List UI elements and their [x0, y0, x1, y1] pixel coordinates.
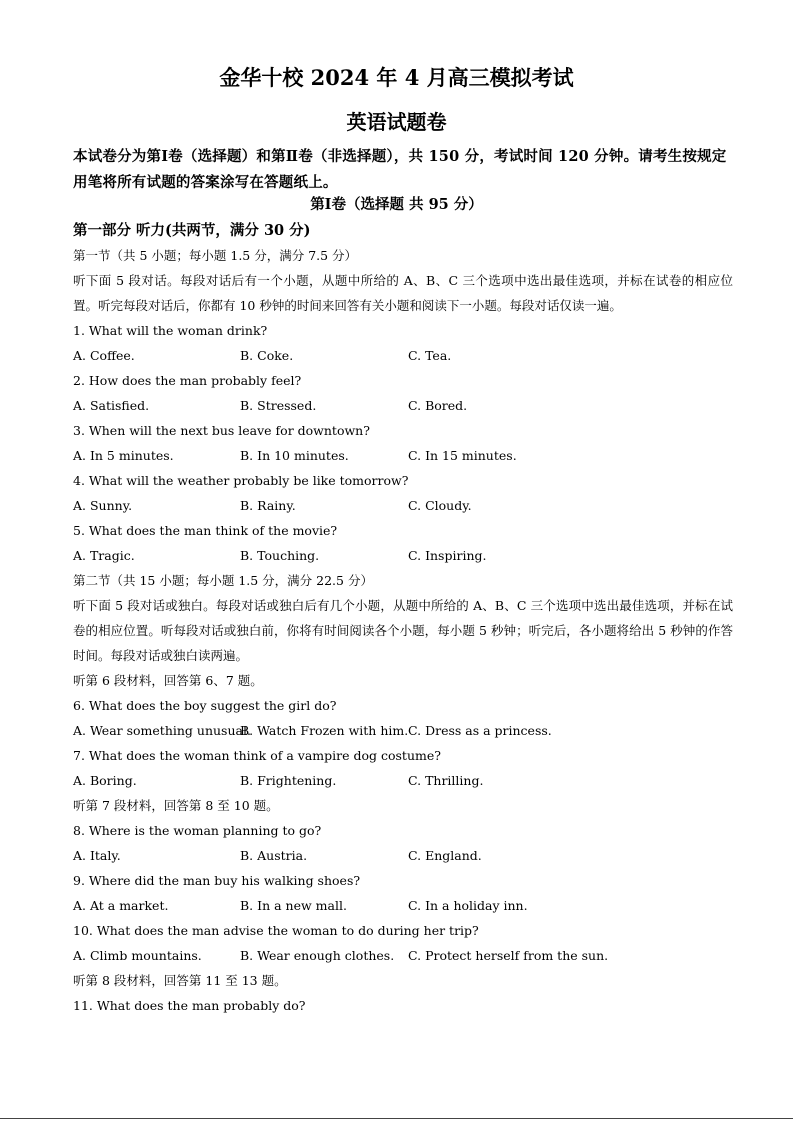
options-5	[73, 543, 733, 568]
question-10: 10. What does the man advise the woman to do during her trip?	[73, 923, 479, 938]
option-b: B. Coke.	[240, 348, 294, 363]
listening-content	[73, 243, 733, 1018]
option-b: B. Frightening.	[240, 773, 337, 788]
option-c: C. Thrilling.	[408, 773, 484, 788]
options-8	[73, 843, 733, 868]
question-9: 9. Where did the man buy his walking shoes?	[73, 873, 361, 888]
option-a: A. Tragic.	[73, 548, 135, 563]
option-a: A. At a market.	[73, 898, 169, 913]
exam-subtitle: 英语试题卷	[346, 110, 447, 134]
option-c: C. Cloudy.	[408, 498, 472, 513]
option-a: A. Satisfied.	[73, 398, 150, 413]
option-c: C. Tea.	[408, 348, 452, 363]
option-a: A. Wear something unusual.	[73, 723, 251, 738]
option-a: A. Climb mountains.	[73, 948, 202, 963]
exam-intro: 本试卷分为第Ⅰ卷（选择题）和第Ⅱ卷（非选择题），共 150 分，考试时间 120 分钟。请考生按规定用笔将所有试题的答案涂写在答题纸上。	[73, 148, 727, 191]
question-4: 4. What will the weather probably be like tomorrow?	[73, 473, 409, 488]
section2-heading: 第二节（共 15 小题；每小题 1.5 分，满分 22.5 分）	[73, 573, 373, 588]
option-c: C. Dress as a princess.	[408, 723, 552, 738]
question-6: 6. What does the boy suggest the girl do?	[73, 698, 337, 713]
option-a: A. Sunny.	[73, 498, 133, 513]
section2-instructions: 听下面 5 段对话或独白。每段对话或独白后有几个小题，从题中所给的 A、B、C 三个选项中选出最佳选项，并标在试卷的相应位置。听每段对话或独白前，你将有时间阅读各个小题，每小题 5 秒钟；听完后，各小题将给出 5 秒钟的作答时间。每段对话或独白读两遍。	[73, 598, 733, 663]
material-6-note: 听第 6 段材料，回答第 6、7 题。	[73, 673, 263, 688]
option-b: B. Touching.	[240, 548, 320, 563]
page-bottom-rule	[0, 1118, 793, 1119]
option-b: B. Wear enough clothes.	[240, 948, 395, 963]
option-b: B. In 10 minutes.	[240, 448, 349, 463]
option-a: A. Boring.	[73, 773, 137, 788]
options-2	[73, 393, 733, 418]
part-title: 第一部分 听力(共两节，满分 30 分)	[73, 222, 311, 239]
material-8-note: 听第 8 段材料，回答第 11 至 13 题。	[73, 973, 287, 988]
option-b: B. Watch Frozen with him.	[240, 723, 409, 738]
options-1	[73, 343, 733, 368]
question-11: 11. What does the man probably do?	[73, 998, 306, 1013]
option-c: C. Protect herself from the sun.	[408, 948, 609, 963]
options-7	[73, 768, 733, 793]
options-4	[73, 493, 733, 518]
volume-title: 第Ⅰ卷（选择题 共 95 分）	[310, 196, 483, 213]
question-3: 3. When will the next bus leave for downtown?	[73, 423, 370, 438]
option-a: A. Coffee.	[73, 348, 135, 363]
option-c: C. Inspiring.	[408, 548, 487, 563]
option-c: C. Bored.	[408, 398, 468, 413]
question-7: 7. What does the woman think of a vampire dog costume?	[73, 748, 441, 763]
question-5: 5. What does the man think of the movie?	[73, 523, 338, 538]
material-7-note: 听第 7 段材料，回答第 8 至 10 题。	[73, 798, 279, 813]
options-3	[73, 443, 733, 468]
option-a: A. Italy.	[73, 848, 121, 863]
option-c: C. England.	[408, 848, 482, 863]
options-6	[73, 718, 733, 743]
options-10	[73, 943, 733, 968]
option-b: B. Stressed.	[240, 398, 317, 413]
exam-title: 金华十校 2024 年 4 月高三模拟考试	[219, 65, 574, 90]
question-1: 1. What will the woman drink?	[73, 323, 268, 338]
option-a: A. In 5 minutes.	[73, 448, 174, 463]
options-9	[73, 893, 733, 918]
option-b: B. In a new mall.	[240, 898, 347, 913]
option-c: C. In 15 minutes.	[408, 448, 517, 463]
section1-heading: 第一节（共 5 小题；每小题 1.5 分，满分 7.5 分）	[73, 248, 358, 263]
section1-instructions: 听下面 5 段对话。每段对话后有一个小题，从题中所给的 A、B、C 三个选项中选出最佳选项，并标在试卷的相应位置。听完每段对话后，你都有 10 秒钟的时间来回答有关小题和阅读下一小题。每段对话仅读一遍。	[73, 273, 733, 313]
question-2: 2. How does the man probably feel?	[73, 373, 302, 388]
option-b: B. Rainy.	[240, 498, 296, 513]
option-b: B. Austria.	[240, 848, 308, 863]
option-c: C. In a holiday inn.	[408, 898, 528, 913]
question-8: 8. Where is the woman planning to go?	[73, 823, 322, 838]
